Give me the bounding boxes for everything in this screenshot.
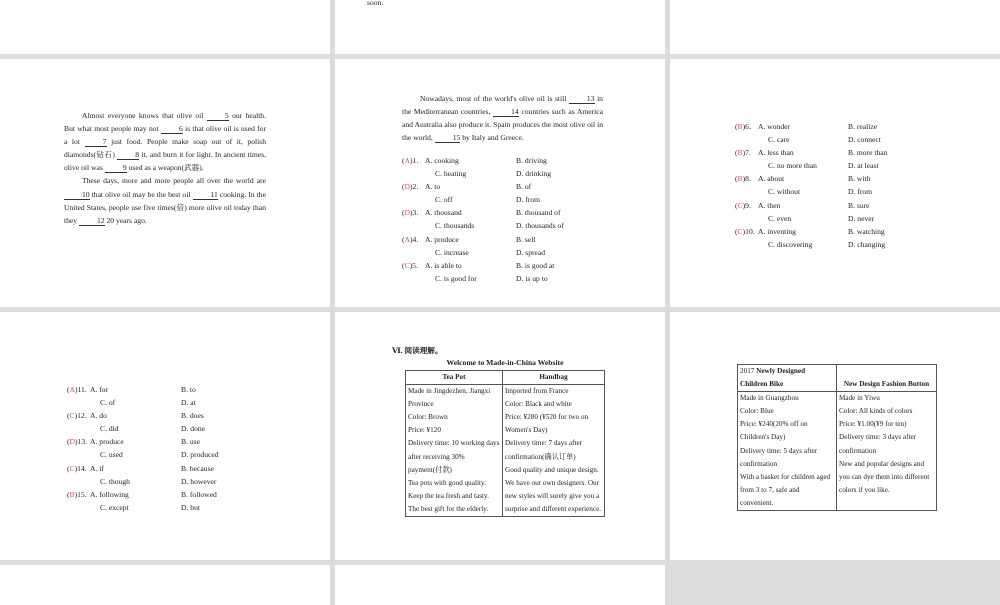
option-b: B. more than [848,148,888,158]
page-panel-r3c0 [0,565,330,605]
fragment-text: soon. [367,0,384,7]
page-panel-r0c0 [0,0,330,54]
option-b: B. with [848,174,871,184]
option-a: A. for [90,385,109,394]
answer-bracket: (A)11. [67,385,87,394]
option-c: C. care [768,135,790,144]
answer-bracket: (D)13. [67,437,88,447]
col-head-handbag: Handbag [503,371,605,385]
col-head-tea-pot: Tea Pot [406,371,503,385]
page-panel-r0c1 [335,0,665,54]
handbag-details: Imported from France Color: Black and white Price: ¥280 (¥520 for two on Women's Day) Delivery time: 7 days after confirmation(确认订单) Good quality and unique design. We have our own designers. Our new styles will surely give you a surprise and different experience. [503,385,605,517]
option-b: B. use [181,437,200,447]
col-head-children-bike: 2017 Newly Designed Children Bike [738,365,837,392]
option-a: A. following [90,489,129,499]
option-c: C. discovering [768,239,813,249]
option-c: C. even [768,213,792,223]
option-b: B. is good at [516,260,555,270]
option-a: A. about [758,174,785,184]
option-d: D. never [848,213,875,223]
answer-bracket: (D)3. [402,208,419,218]
option-a: A. produce [425,234,459,244]
passage-paragraph-1: Almost everyone knows that olive oil 5 our health. But what most people may not 6 is that olive oil is used for a lot 7 just food. People make soap out of it, polish diamonds(钻石) 8 it, and burn it for light. In ancient times, olive oil was 9 used as a weapon(武器). [64,111,267,173]
option-a: A. produce [90,437,124,447]
ad-table-1 [405,370,605,517]
answer-bracket: (A)4. [402,234,419,244]
option-a: A. to [425,182,441,192]
option-d: D. connect [848,135,881,144]
option-a: A. if [90,463,104,473]
option-a: A. thousand [425,208,462,218]
option-a: A. then [758,200,781,210]
option-d: D. but [181,502,200,512]
option-a: A. cooking [425,156,459,165]
reading-title: Welcome to Made-in-China Website [446,358,564,367]
answer-bracket: (B)7. [735,148,751,158]
option-d: D. at [181,398,196,407]
page-panel-r2c2 [670,312,1000,560]
option-b: B. sure [848,200,870,210]
option-a: A. wonder [758,122,791,131]
answer-bracket: (C)14. [67,463,87,473]
answer-bracket: (C)5. [402,260,418,270]
bike-details: Made in Guangzhou Color: Blue Price: ¥240(20% off on Children's Day) Delivery time: 5 days after confirmation With a basket for children aged from 3 to 7, safe and convenient. [738,392,837,511]
option-d: D. thousands of [516,221,564,231]
option-c: C. except [100,502,129,512]
option-c: C. is good for [435,273,477,283]
option-c: C. thousands [435,221,475,231]
option-c: C. of [100,398,116,407]
option-a: A. is able to [425,260,462,270]
option-b: B. sell [516,234,536,244]
option-d: D. from [516,195,541,205]
tea-pot-details: Made in Jingdezhen, Jiangxi Province Color: Brown Price: ¥120 Delivery time: 10 working days after receiving 30% payment(付款) Tea pots with good quality. Keep the tea fresh and tasty. The best gift for the elderly. [406,385,503,517]
option-d: D. done [181,424,206,434]
cloze-passage-part1 [64,109,266,227]
option-b: B. does [181,411,204,421]
option-b: B. to [181,385,196,394]
answer-bracket: (C)10. [735,226,755,236]
option-a: A. less than [758,148,794,158]
option-b: B. watching [848,226,885,236]
option-b: B. thousand of [516,208,561,218]
page-panel-r1c2 [670,59,1000,307]
option-d: D. is up to [516,273,548,283]
option-c: C. increase [435,247,469,257]
option-b: B. of [516,182,532,192]
option-d: D. produced [181,450,219,460]
answer-bracket: (D)2. [402,182,419,192]
option-c: C. off [435,195,453,205]
ad-table-2 [737,364,937,511]
option-c: C. did [100,424,119,434]
option-c: C. used [100,450,123,460]
answer-bracket: (B)8. [735,174,751,184]
section-heading: Ⅵ. 阅读理解。 [392,346,443,355]
option-c: C. though [100,476,130,486]
option-c: C. heating [435,169,467,178]
answer-bracket: (C)9. [735,200,751,210]
answer-bracket: (B)6. [735,122,751,131]
answer-bracket: (B)15. [67,489,87,499]
option-b: B. realize [848,122,878,131]
page-panel-r1c0 [0,59,330,307]
option-b: B. followed [181,489,217,499]
answer-bracket: (C)12. [67,411,87,421]
option-d: D. drinking [516,169,552,178]
page-panel-r2c0 [0,312,330,560]
page-panel-r1c1 [335,59,665,307]
option-d: D. from [848,187,873,197]
option-d: D. however [181,476,217,486]
page-panel-r2c1 [335,312,665,560]
page-panel-r3c1 [335,565,665,605]
cloze-passage-part2: Nowadays, most of the world's olive oil is still 13 in the Mediterranean countries, 14 countries such as America and Australia also produce it. Spain produces the most olive oil in the world, 15 by Italy and Greece. [402,94,603,143]
option-c: C. no more than [768,161,817,171]
option-b: B. because [181,463,214,473]
option-c: C. without [768,187,801,197]
page-panel-r0c2 [670,0,1000,54]
option-d: D. changing [848,239,886,249]
button-details: Made in Yiwu Color: All kinds of colors Price: ¥1.00(¥9 for ten) Delivery time: 3 days after confirmation New and popular designs and you can dye them into different colors if you like. [837,392,937,511]
option-a: A. do [90,411,107,421]
answer-bracket: (A)1. [402,156,419,165]
option-a: A. inventing [758,226,796,236]
passage-paragraph-2: These days, more and more people all over the world are 10 that olive oil may be the best oil 11 cooking. In the United States, people use five times(倍) more olive oil today than they 12 20 years ago. [64,176,266,225]
option-d: D. spread [516,247,546,257]
option-b: B. driving [516,156,547,165]
col-head-fashion-button: New Design Fashion Button [837,365,937,392]
option-d: D. at least [848,161,879,171]
